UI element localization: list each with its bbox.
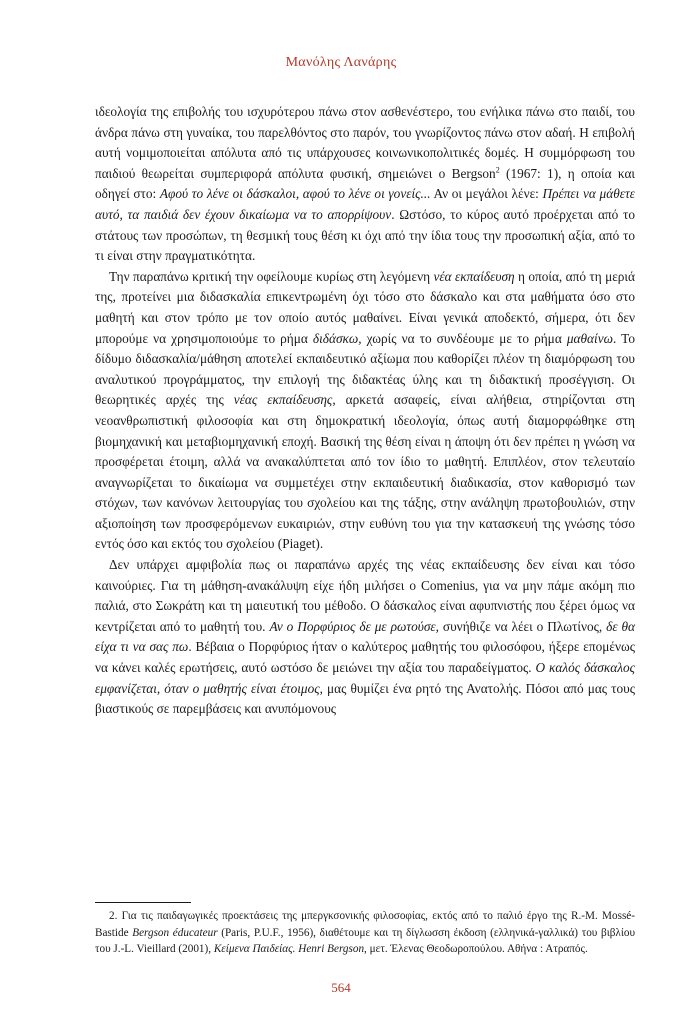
text-run: , μας θυμίζει ένα ρητό της Ανατολής. Πόσοι από μας τους βιαστικούς σε παρεμβάσεις και ανυπόμονους — [95, 680, 635, 717]
italic-quote: δε θα είχα τι να σας πω — [95, 618, 636, 655]
text-run: , αρκετά ασαφείς, είναι αλήθεια, στηρίζονται στη νεοανθρωπιστική φιλοσοφία και στη δημοκρατική ιδεολογία, όπως αυτή διαμορφώθηκε στη βιομηχανική και μεταβιομηχανική εποχή. Βασική της θέση είναι η άποψη ότι δεν πρέπει η γνώση να προσφέρεται έτοιμη, αλλά να ανακαλύπτεται από τον ίδιο το μαθητή. Επιπλέον, στον τελευταίο αναγνωρίζεται το δικαίωμα να συμμετέχει στην εκπαιδευτική διαδικασία, στον καθορισμό των στόχων, των κανόνων λειτουργίας του σχολείου και της τάξης, στην ανάληψη πρωτοβουλιών, στην αξιοποίηση των προσφερόμενων ευκαιριών, στην ευθύνη του για την κατασκευή της γνώσης τόσο εντός όσο και εκτός του σχολείου (Piaget). — [95, 392, 636, 552]
text-run: Την παραπάνω κριτική την οφείλουμε κυρίως στη λεγόμενη — [109, 268, 434, 284]
italic-quote: Αφού το λένε οι δάσκαλοι, αφού το λένε οι γονείς... — [159, 186, 431, 202]
text-run: . Ωστόσο, το κύρος αυτό προέρχεται από το στάτους των προσώπων, τη θεσμική τους θέση κι όχι από την ίδια τους την προσωπική αξία, από το τι είναι στην πραγματικότητα. — [95, 206, 635, 264]
paragraph-2 — [95, 267, 635, 555]
italic-term: μαθαίνω — [566, 330, 613, 346]
page-number: 564 — [331, 980, 351, 995]
text-run: , χωρίς να το συνδέουμε με το ρήμα — [358, 330, 567, 346]
italic-title: Κείμενα Παιδείας. Henri Bergson — [213, 943, 365, 956]
footnote-marker: 2 — [495, 165, 500, 175]
italic-term: νέας εκπαίδευσης — [233, 392, 333, 408]
text-run: , μετ. Έλενας Θεοδωροπούλου. Αθήνα : Ατραπός. — [364, 943, 588, 956]
footnote-rule — [95, 902, 191, 903]
paragraph-1 — [95, 102, 635, 267]
italic-title: Bergson éducateur — [132, 926, 218, 939]
text-run: . Το δίδυμο διδασκαλία/μάθηση αποτελεί εκπαιδευτικό αξίωμα που καθορίζει πλέον τη διαμόρφωση του αναλυτικού προγράμματος, την επιλογή της διδακτέας ύλης και τη διδακτική προσέγγιση. Οι θεωρητικές αρχές της — [95, 330, 635, 408]
italic-quote: Αν ο Πορφύριος δε με ρωτούσε — [269, 618, 436, 634]
running-head: Μανόλης Λανάρης — [285, 55, 397, 70]
italic-term: νέα εκπαίδευση — [433, 268, 515, 284]
italic-quote: Πρέπει να μάθετε αυτό, τα παιδιά δεν έχουν δικαίωμα να το απορρίψουν — [95, 186, 635, 222]
body-text — [95, 102, 635, 720]
footnotes — [95, 908, 635, 958]
paragraph-3 — [95, 555, 635, 720]
footnote-2 — [95, 908, 635, 958]
text-run: (Paris, P.U.F., 1956), διαθέτουμε και τη δίγλωσση έκδοση (ελληνικά-γαλλικά) του βιβλίου του J.-L. Vieillard (2001), — [95, 926, 635, 956]
text-run: Αν οι μεγάλοι λένε: — [430, 186, 543, 202]
text-run: (1967: 1), η οποία και οδηγεί στο: — [95, 165, 636, 202]
text-run: , συνήθιζε να λέει ο Πλωτίνος, — [435, 618, 607, 634]
italic-term: διδάσκω — [312, 330, 359, 346]
text-run: Δεν υπάρχει αμφιβολία πως οι παραπάνω αρχές της νέας εκπαίδευσης δεν είναι και τόσο καινούριες. Για τη μάθηση-ανακάλυψη είχε ήδη μιλήσει ο Comenius, για να μην πάμε ακόμη πιο παλιά, στο Σωκράτη και τη μαιευτική του μέθοδο. Ο δάσκαλος είναι αφυπνιστής που ξέρει όμως να κεντρίζεται από το μαθητή του. — [95, 557, 635, 634]
text-run: . Βέβαια ο Πορφύριος ήταν ο καλύτερος μαθητής του φιλοσόφου, ήξερε επομένως να κάνει καλές ερωτήσεις, αυτό ωστόσο δε μειώνει την αξία του παραδείγματος. — [95, 639, 635, 676]
text-run: η οποία, από τη μεριά της, προτείνει μια διδασκαλία επικεντρωμένη όχι τόσο στο δάσκαλο και στα μαθήματα όσο στο μαθητή και στον τρόπο με τον οποίο αυτός μαθαίνει. Είναι γενικά αποδεκτό, σήμερα, ότι δεν μπορούμε να χρησιμοποιούμε το ρήμα — [95, 268, 635, 346]
text-run: 2. Για τις παιδαγωγικές προεκτάσεις της μπεργκσονικής φιλοσοφίας, εκτός από το παλιό έργο της R.-M. Mossé-Bastide — [95, 910, 635, 939]
italic-quote: Ο καλός δάσκαλος εμφανίζεται, όταν ο μαθητής είναι έτοιμος — [95, 660, 635, 696]
text-run: ιδεολογία της επιβολής του ισχυρότερου πάνω στον ασθενέστερο, του ενήλικα πάνω στο παιδί, του άνδρα πάνω στη γυναίκα, του παρελθόντος στο παρόν, του γνωρίζοντος πάνω στον αδαή. Η επιβολή αυτή νομιμοποιείται απόλυτα από τις υπάρχουσες κοινωνικοπολιτικές δομές. Η συμμόρφωση του παιδιού θεωρείται συμπεριφορά απόλυτα φυσική, σημειώνει ο Bergson — [95, 104, 635, 181]
